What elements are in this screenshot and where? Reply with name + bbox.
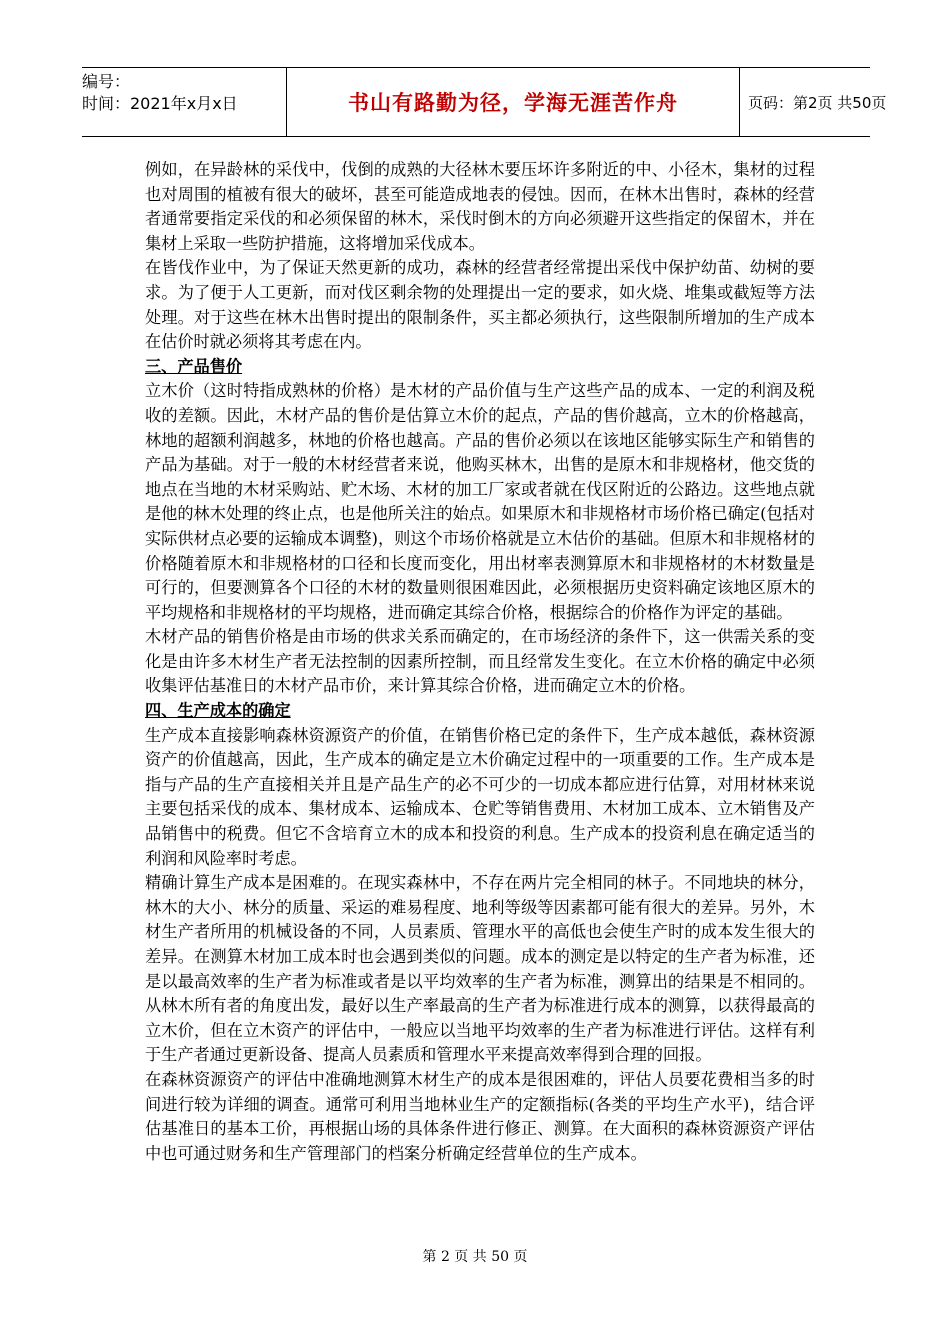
body-paragraph: 木材产品的销售价格是由市场的供求关系而确定的，在市场经济的条件下，这一供需关系的变化是由许多木材生产者无法控制的因素所控制，而且经常发生变化。在立木价格的确定中必须收集评估基准日的木材产品市价，来计算其综合价格，进而确定立木的价格。 [145, 627, 815, 696]
body-paragraph: 在森林资源资产的评估中准确地测算木材生产的成本是很困难的，评估人员要花费相当多的时间进行较为详细的调查。通常可利用当地林业生产的定额指标(各类的平均生产水平)，结合评估基准日的基本工价，再根据山场的具体条件进行修正、测算。在大面积的森林资源资产评估中也可通过财务和生产管理部门的档案分析确定经营单位的生产成本。 [145, 1069, 815, 1163]
body-paragraph: 在皆伐作业中，为了保证天然更新的成功，森林的经营者经常提出采伐中保护幼苗、幼树的要求。为了便于人工更新，而对伐区剩余物的处理提出一定的要求，如火烧、堆集或截短等方法处理。对于这些在林木出售时提出的限制条件，买主都必须执行，这些限制所增加的生产成本在估价时就必须将其考虑在内。 [145, 258, 815, 352]
body-paragraph: 精确计算生产成本是困难的。在现实森林中，不存在两片完全相同的林子。不同地块的林分，林木的大小、林分的质量、采运的难易程度、地利等级等因素都可能有很大的差异。另外，木材生产者所用的机械设备的不同，人员素质、管理水平的高低也会使生产时的成本发生很大的差异。在测算木材加工成本时也会遇到类似的问题。成本的测定是以特定的生产者为标准，还是以最高效率的生产者为标准或者是以平均效率的生产者为标准，测算出的结果是不相同的。从林木所有者的角度出发，最好以生产率最高的生产者为标准进行成本的测算，以获得最高的立木价，但在立木资产的评估中，一般应以当地平均效率的生产者为标准进行评估。这样有利于生产者通过更新设备、提高人员素质和管理水平来提高效率得到合理的回报。 [145, 873, 815, 1065]
body-paragraph: 例如，在异龄林的采伐中，伐倒的成熟的大径林木要压坏许多附近的中、小径木，集材的过程也对周围的植被有很大的破坏，甚至可能造成地表的侵蚀。因而，在林木出售时，森林的经营者通常要指定采伐的和必须保留的林木，采伐时倒木的方向必须避开这些指定的保留木，并在集材上采取一些防护措施，这将增加采伐成本。 [145, 160, 815, 253]
header-motto-cell [286, 68, 740, 136]
body-paragraph: 立木价（这时特指成熟林的价格）是木材的产品价值与生产这些产品的成本、一定的利润及税收的差额。因此，木材产品的售价是估算立木价的起点，产品的售价越高，立木的价格越高，林地的超额利润越多，林地的价格也越高。产品的售价必须以在该地区能够实际生产和销售的产品为基础。对于一般的木材经营者来说，他购买林木，出售的是原木和非规格材，他交货的地点在当地的木材采购站、贮木场、木材的加工厂家或者就在伐区附近的公路边。这些地点就是他的林木处理的终止点，也是他所关注的始点。如果原木和非规格材市场价格已确定(包括对实际供材点必要的运输成本调整)，则这个市场价格就是立木估价的基础。但原木和非规格材的价格随着原木和非规格材的口径和长度而变化，用出材率表测算原木和非规格材的木材数量是可行的，但要测算各个口径的木材的数量则很困难因此，必须根据历史资料确定该地区原木的平均规格和非规格材的平均规格，进而确定其综合价格，根据综合的价格作为评定的基础。 [145, 381, 815, 622]
section-heading-product-price: 三、产品售价 [145, 356, 243, 376]
page-footer: 第 2 页 共 50 页 [422, 1249, 528, 1265]
header-motto: 书山有路勤为径，学海无涯苦作舟 [348, 91, 678, 115]
document-time-label: 时间：2021年x月x日 [82, 94, 238, 113]
document-body [145, 158, 815, 1166]
header-page-number: 页码：第2页 共50页 [748, 93, 887, 112]
body-paragraph: 生产成本直接影响森林资源资产的价值，在销售价格已定的条件下，生产成本越低，森林资源资产的价值越高，因此，生产成本的确定是立木价确定过程中的一项重要的工作。生产成本是指与产品的生产直接相关并且是产品生产的必不可少的一切成本都应进行估算，对用材林来说主要包括采伐的成本、集材成本、运输成本、仓贮等销售费用、木材加工成本、立木销售及产品销售中的税费。但它不含培育立木的成本和投资的利息。生产成本的投资利息在确定适当的利润和风险率时考虑。 [145, 725, 815, 868]
header-meta [82, 68, 286, 136]
section-heading-production-cost: 四、生产成本的确定 [145, 701, 291, 721]
page-header [82, 67, 887, 137]
document-number-label: 编号： [82, 72, 131, 91]
